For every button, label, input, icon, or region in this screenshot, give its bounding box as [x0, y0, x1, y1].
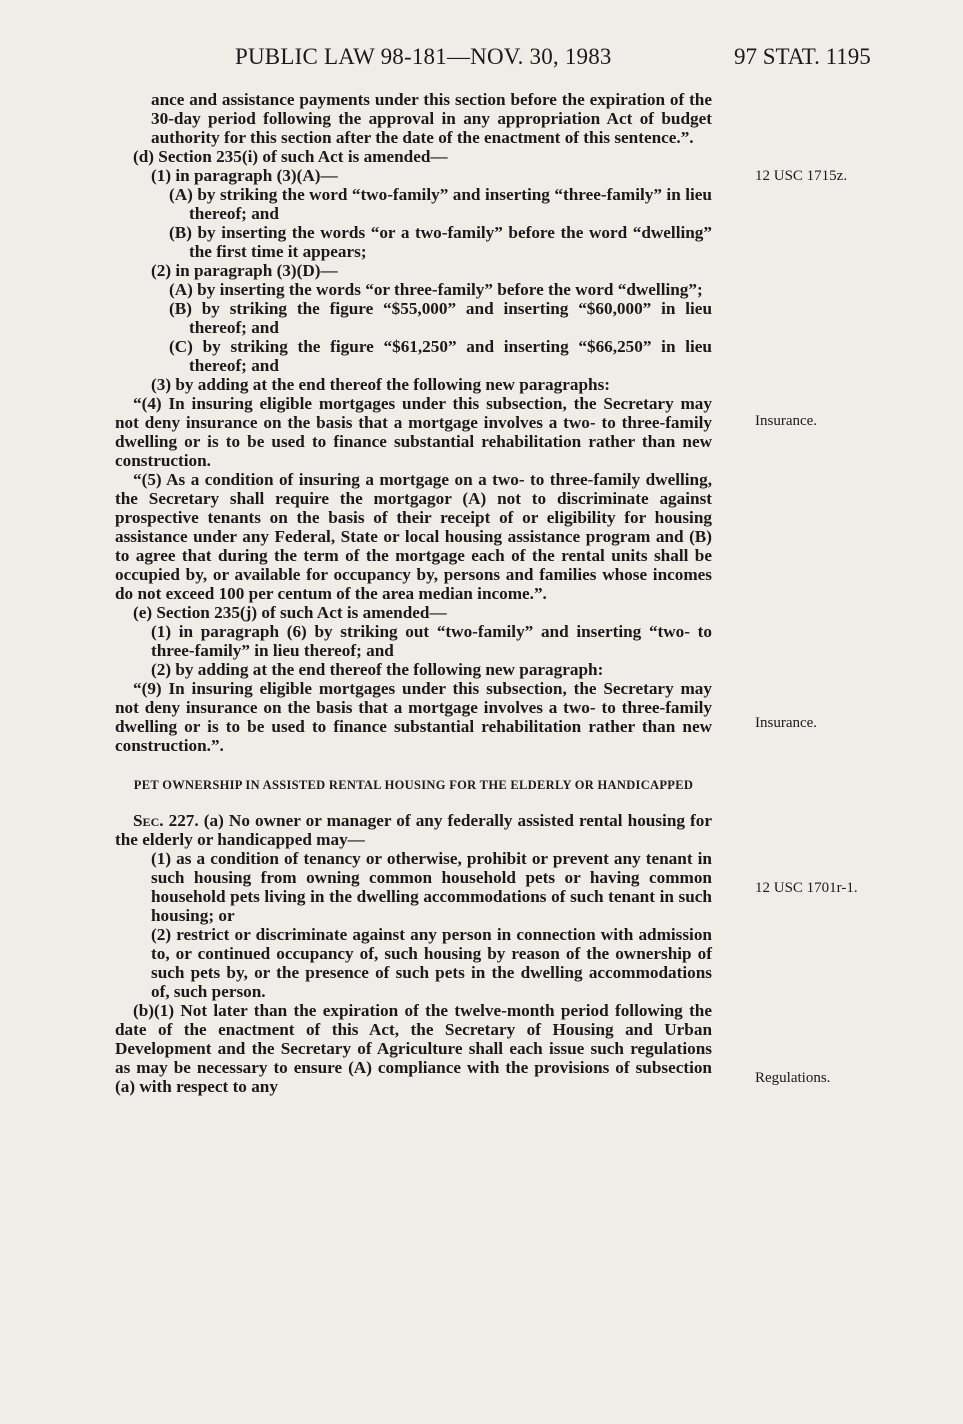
- section-label: Sec. 227.: [133, 811, 199, 830]
- paragraph: “(4) In insuring eligible mortgages under this subsection, the Secretary may not deny insurance on the basis that a mortgage involves a two- to three-family dwelling or is to be used to finance substantial rehabilitation rather than new construction.: [115, 394, 712, 470]
- margin-note: 12 USC 1715z.: [755, 168, 848, 184]
- paragraph: “(9) In insuring eligible mortgages under this subsection, the Secretary may not deny insurance on the basis that a mortgage involves a two- to three-family dwelling or is to be used to finance substantial rehabilitation rather than new construction.”.: [115, 679, 712, 755]
- margin-note: Insurance.: [755, 715, 818, 731]
- margin-note: Regulations.: [755, 1070, 831, 1086]
- paragraph: (d) Section 235(i) of such Act is amended—: [133, 147, 448, 166]
- paragraph: (1) as a condition of tenancy or otherwise, prohibit or prevent any tenant in such housing from owning common household pets or having common household pets living in the dwelling accommodations of such tenant in such housing; or: [151, 849, 712, 925]
- paragraph: (2) in paragraph (3)(D)—: [151, 261, 338, 280]
- margin-note: Insurance.: [755, 413, 818, 429]
- paragraph-text: (a) No owner or manager of any federally assisted rental housing for the elderly or handicapped may—: [115, 811, 713, 849]
- paragraph: (e) Section 235(j) of such Act is amended—: [133, 603, 447, 622]
- paragraph: (1) in paragraph (3)(A)—: [151, 166, 338, 185]
- paragraph: (1) in paragraph (6) by striking out “two-family” and inserting “two- to three-family” in lieu thereof; and: [151, 622, 712, 660]
- paragraph: (B) by inserting the words “or a two-family” before the word “dwelling” the first time it appears;: [169, 223, 712, 261]
- section-heading: PET OWNERSHIP IN ASSISTED RENTAL HOUSING FOR THE ELDERLY OR HANDICAPPED: [133, 778, 694, 792]
- paragraph: (A) by striking the word “two-family” and inserting “three-family” in lieu thereof; and: [169, 185, 712, 223]
- paragraph: (b)(1) Not later than the expiration of the twelve-month period following the date of the enactment of this Act, the Secretary of Housing and Urban Development and the Secretary of Agriculture shall each issue such regulations as may be necessary to ensure (A) compliance with the provisions of subsection (a) with respect to any: [115, 1001, 712, 1096]
- paragraph: “(5) As a condition of insuring a mortgage on a two- to three-family dwelling, the Secretary shall require the mortgagor (A) not to discriminate against prospective tenants on the basis of their receipt of or eligibility for housing assistance under any Federal, State or local housing assistance program and (B) to agree that during the term of the mortgage each of the rental units shall be occupied by, or available for occupancy by, persons and families whose incomes do not exceed 100 per centum of the area median income.”.: [115, 470, 712, 603]
- margin-note: 12 USC 1701r-1.: [755, 880, 858, 896]
- paragraph: (2) by adding at the end thereof the following new paragraph:: [151, 660, 604, 679]
- paragraph: (3) by adding at the end thereof the following new paragraphs:: [151, 375, 610, 394]
- running-header-title: PUBLIC LAW 98-181—NOV. 30, 1983: [235, 44, 612, 69]
- body-text: [115, 90, 712, 1096]
- paragraph: (B) by striking the figure “$55,000” and inserting “$60,000” in lieu thereof; and: [169, 299, 712, 337]
- paragraph: (C) by striking the figure “$61,250” and inserting “$66,250” in lieu thereof; and: [169, 337, 712, 375]
- paragraph: ance and assistance payments under this section before the expiration of the 30-day period following the approval in any appropriation Act of budget authority for this section after the date of the enactment of this sentence.”.: [151, 90, 712, 147]
- paragraph: [115, 811, 712, 849]
- paragraph: (2) restrict or discriminate against any person in connection with admission to, or continued occupancy of, such housing by reason of the ownership of such pets by, or the presence of such pets in the dwelling accommodations of, such person.: [151, 925, 712, 1001]
- paragraph: (A) by inserting the words “or three-family” before the word “dwelling”;: [169, 280, 703, 299]
- running-header-page: 97 STAT. 1195: [734, 44, 871, 69]
